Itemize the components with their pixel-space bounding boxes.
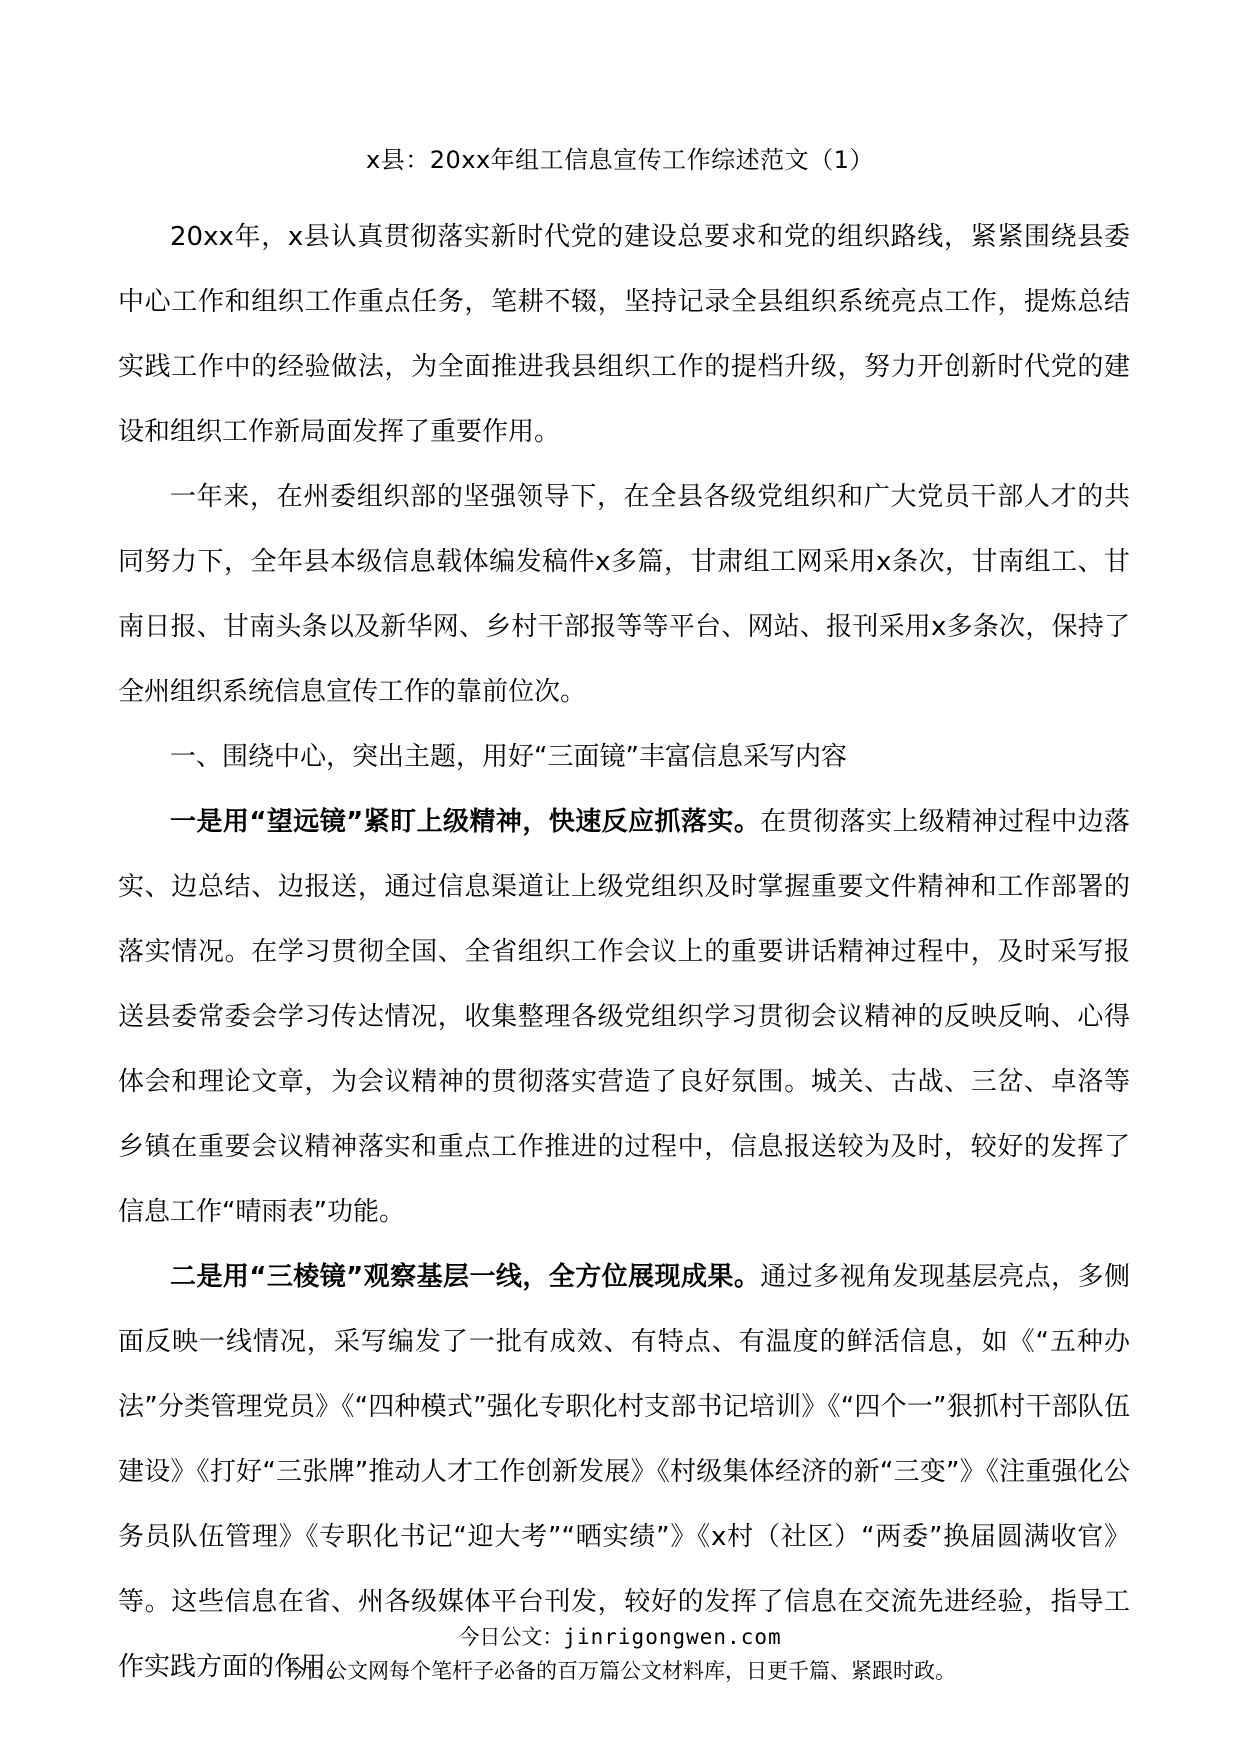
paragraph-text: 在贯彻落实上级精神过程中边落实、边总结、边报送，通过信息渠道让上级党组织及时掌握重要文件精神和工作部署的落实情况。在学习贯彻全国、全省组织工作会议上的重要讲话精神过程中，及时采写报送县委常委会学习传达情况，收集整理各级党组织学习贯彻会议精神的反映反响、心得体会和理论文章，为会议精神的贯彻落实营造了良好氛围。城关、古战、三岔、卓洛等乡镇在重要会议精神落实和重点工作推进的过程中，信息报送较为及时，较好的发挥了信息工作“晴雨表”功能。: [118, 807, 1130, 1227]
paragraph-lead: 二是用“三棱镜”观察基层一线，全方位展现成果。: [170, 1262, 761, 1292]
paragraph-text: 20xx年，x县认真贯彻落实新时代党的建设总要求和党的组织路线，紧紧围绕县委中心工作和组织工作重点任务，笔耕不辍，坚持记录全县组织系统亮点工作，提炼总结实践工作中的经验做法，为全面推进我县组织工作的提档升级，努力开创新时代党的建设和组织工作新局面发挥了重要作用。: [118, 222, 1130, 447]
paragraph-intro: [118, 205, 1130, 465]
section-heading-text: 一、围绕中心，突出主题，用好“三面镜”丰富信息采写内容: [170, 742, 847, 772]
footer-site-line: [0, 1622, 1240, 1652]
paragraph-text: 通过多视角发现基层亮点，多侧面反映一线情况，采写编发了一批有成效、有特点、有温度的鲜活信息，如《“五种办法”分类管理党员》《“四种模式”强化专职化村支部书记培训》《“四个一”狠抓村干部队伍建设》《打好“三张牌”推动人才工作创新发展》《村级集体经济的新“三变”》《注重强化公务员队伍管理》《专职化书记“迎大考”“晒实绩”》《x村（社区）“两委”换届圆满收官》等。这些信息在省、州各级媒体平台刊发，较好的发挥了信息在交流先进经验，指导工作实践方面的作用。: [118, 1262, 1130, 1682]
paragraph-lead: 一是用“望远镜”紧盯上级精神，快速反应抓落实。: [170, 807, 761, 837]
footer-site-link[interactable]: jinrigongwen.com: [563, 1625, 782, 1649]
document-body: [118, 205, 1130, 1700]
paragraph-text: 一年来，在州委组织部的坚强领导下，在全县各级党组织和广大党员干部人才的共同努力下，全年县本级信息载体编发稿件x多篇，甘肃组工网采用x条次，甘南组工、甘南日报、甘南头条以及新华网、乡村干部报等等平台、网站、报刊采用x多条次，保持了全州组织系统信息宣传工作的靠前位次。: [118, 482, 1130, 707]
paragraph-summary: [118, 465, 1130, 725]
document-title: x县：20xx年组工信息宣传工作综述范文（1）: [366, 146, 874, 174]
footer-slogan: 今日公文网每个笔杆子必备的百万篇公文材料库，日更千篇、紧跟时政。: [284, 1659, 956, 1683]
section-heading: [118, 725, 1130, 790]
footer-site-prefix: 今日公文：: [458, 1625, 564, 1649]
paragraph-point-one: [118, 790, 1130, 1245]
